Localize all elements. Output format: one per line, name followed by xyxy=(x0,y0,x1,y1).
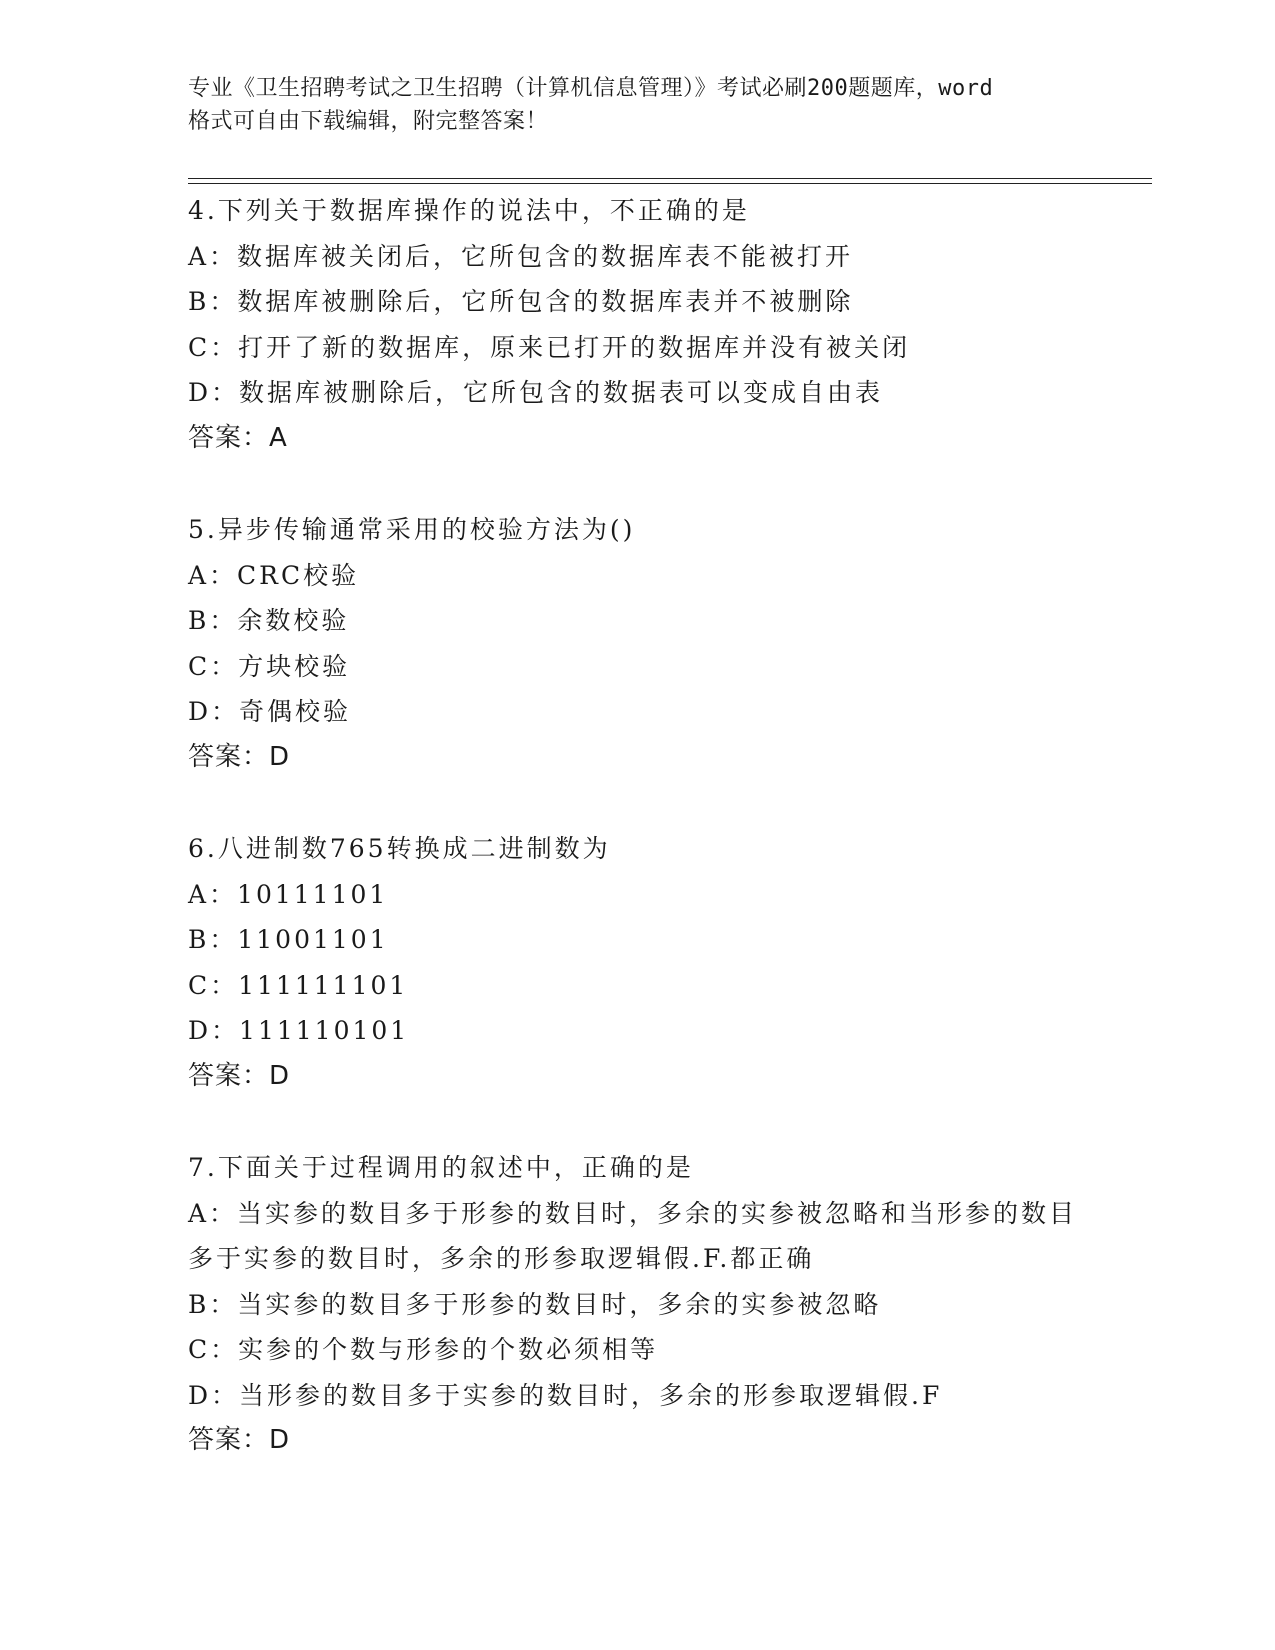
question-4 xyxy=(188,188,1148,461)
option-b: B：11001101 xyxy=(188,925,389,954)
question-stem: 5.异步传输通常采用的校验方法为() xyxy=(188,515,636,544)
question-5 xyxy=(188,507,1148,780)
option-d: D：奇偶校验 xyxy=(188,697,352,726)
question-6 xyxy=(188,826,1148,1099)
question-7 xyxy=(188,1145,1148,1464)
option-c: C：实参的个数与形参的个数必须相等 xyxy=(188,1335,659,1364)
question-stem: 4.下列关于数据库操作的说法中，不正确的是 xyxy=(188,196,750,225)
answer: 答案：A xyxy=(188,422,288,453)
question-stem: 6.八进制数765转换成二进制数为 xyxy=(188,834,611,863)
option-b: B：余数校验 xyxy=(188,606,350,635)
header-divider-bottom xyxy=(188,183,1152,184)
option-a: A：10111101 xyxy=(188,879,389,909)
answer: 答案：D xyxy=(188,1060,291,1091)
option-c: C：方块校验 xyxy=(188,651,351,681)
header-line-2: 格式可自由下载编辑，附完整答案！ xyxy=(188,109,549,134)
answer: 答案：D xyxy=(188,741,291,772)
document-header xyxy=(188,72,1088,138)
option-a: A：CRC校验 xyxy=(188,560,360,590)
option-b: B：当实参的数目多于形参的数目时，多余的实参被忽略 xyxy=(188,1289,882,1319)
answer: 答案：D xyxy=(188,1425,291,1455)
option-d: D：111110101 xyxy=(188,1016,410,1045)
option-b: B：数据库被删除后，它所包含的数据库表并不被删除 xyxy=(188,287,854,316)
option-c: C：111111101 xyxy=(188,970,409,1000)
option-a: A：数据库被关闭后，它所包含的数据库表不能被打开 xyxy=(188,241,854,271)
option-d: D：数据库被删除后，它所包含的数据表可以变成自由表 xyxy=(188,378,884,407)
option-c: C：打开了新的数据库，原来已打开的数据库并没有被关闭 xyxy=(188,332,911,362)
question-stem: 7.下面关于过程调用的叙述中，正确的是 xyxy=(188,1153,694,1182)
option-a: A：当实参的数目多于形参的数目时，多余的实参被忽略和当形参的数目多于实参的数目时，多余的形参取逻辑假.F.都正确 xyxy=(188,1198,1078,1273)
option-d: D：当形参的数目多于实参的数目时，多余的形参取逻辑假.F xyxy=(188,1380,943,1410)
header-divider-top xyxy=(188,178,1152,179)
header-line-1: 专业《卫生招聘考试之卫生招聘（计算机信息管理）》考试必刷200题题库，word xyxy=(188,76,994,101)
